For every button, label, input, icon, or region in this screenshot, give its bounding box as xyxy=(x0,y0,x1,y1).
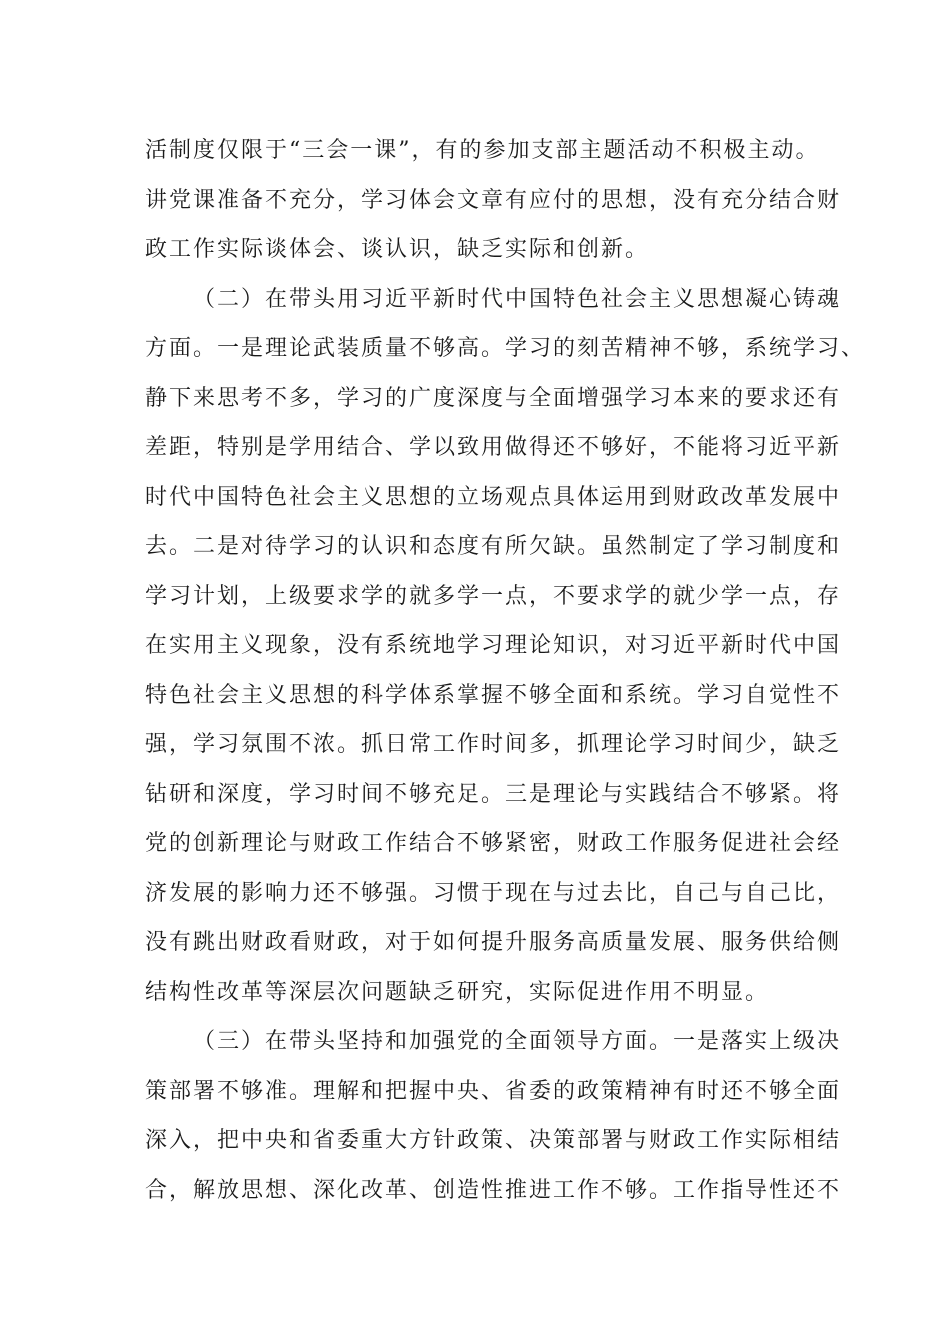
text-line: 结构性改革等深层次问题缺乏研究，实际促进作用不明显。 xyxy=(145,979,770,1005)
text-line: 特色社会主义思想的科学体系掌握不够全面和系统。学习自觉性不 xyxy=(145,682,842,708)
document-body xyxy=(145,126,866,1215)
section-heading-line: （三）在带头坚持和加强党的全面领导方面。一是落实上级决 xyxy=(193,1029,842,1054)
text-line: 学习计划，上级要求学的就多学一点，不要求学的就少学一点，存 xyxy=(145,583,842,609)
text-line: 策部署不够准。理解和把握中央、省委的政策精神有时还不够全面 xyxy=(145,1078,842,1104)
text-line: 讲党课准备不充分，学习体会文章有应付的思想，没有充分结合财 xyxy=(145,187,842,213)
text-line: 静下来思考不多，学习的广度深度与全面增强学习本来的要求还有 xyxy=(145,385,842,411)
text-line: 合，解放思想、深化改革、创造性推进工作不够。工作指导性还不 xyxy=(145,1177,842,1203)
text-line: 方面。一是理论武装质量不够高。学习的刻苦精神不够，系统学习、 xyxy=(145,336,866,361)
section-heading-line: （二）在带头用习近平新时代中国特色社会主义思想凝心铸魂 xyxy=(193,286,842,312)
text-line: 党的创新理论与财政工作结合不够紧密，财政工作服务促进社会经 xyxy=(145,831,842,856)
text-line: 去。二是对待学习的认识和态度有所欠缺。虽然制定了学习制度和 xyxy=(145,534,842,559)
text-line: 深入，把中央和省委重大方针政策、决策部署与财政工作实际相结 xyxy=(145,1128,842,1153)
text-line: 济发展的影响力还不够强。习惯于现在与过去比，自己与自己比， xyxy=(145,880,842,906)
text-line: 政工作实际谈体会、谈认识，缺乏实际和创新。 xyxy=(145,237,650,262)
text-line: 强，学习氛围不浓。抓日常工作时间多，抓理论学习时间少，缺乏 xyxy=(145,732,842,757)
text-line: 钻研和深度，学习时间不够充足。三是理论与实践结合不够紧。将 xyxy=(145,781,842,807)
text-line: 时代中国特色社会主义思想的立场观点具体运用到财政改革发展中 xyxy=(145,484,842,510)
text-line: 活制度仅限于“三会一课”，有的参加支部主题活动不积极主动。 xyxy=(145,138,820,163)
text-line: 没有跳出财政看财政，对于如何提升服务高质量发展、服务供给侧 xyxy=(145,930,842,955)
text-line: 在实用主义现象，没有系统地学习理论知识，对习近平新时代中国 xyxy=(145,633,842,658)
text-line: 差距，特别是学用结合、学以致用做得还不够好，不能将习近平新 xyxy=(145,435,842,460)
